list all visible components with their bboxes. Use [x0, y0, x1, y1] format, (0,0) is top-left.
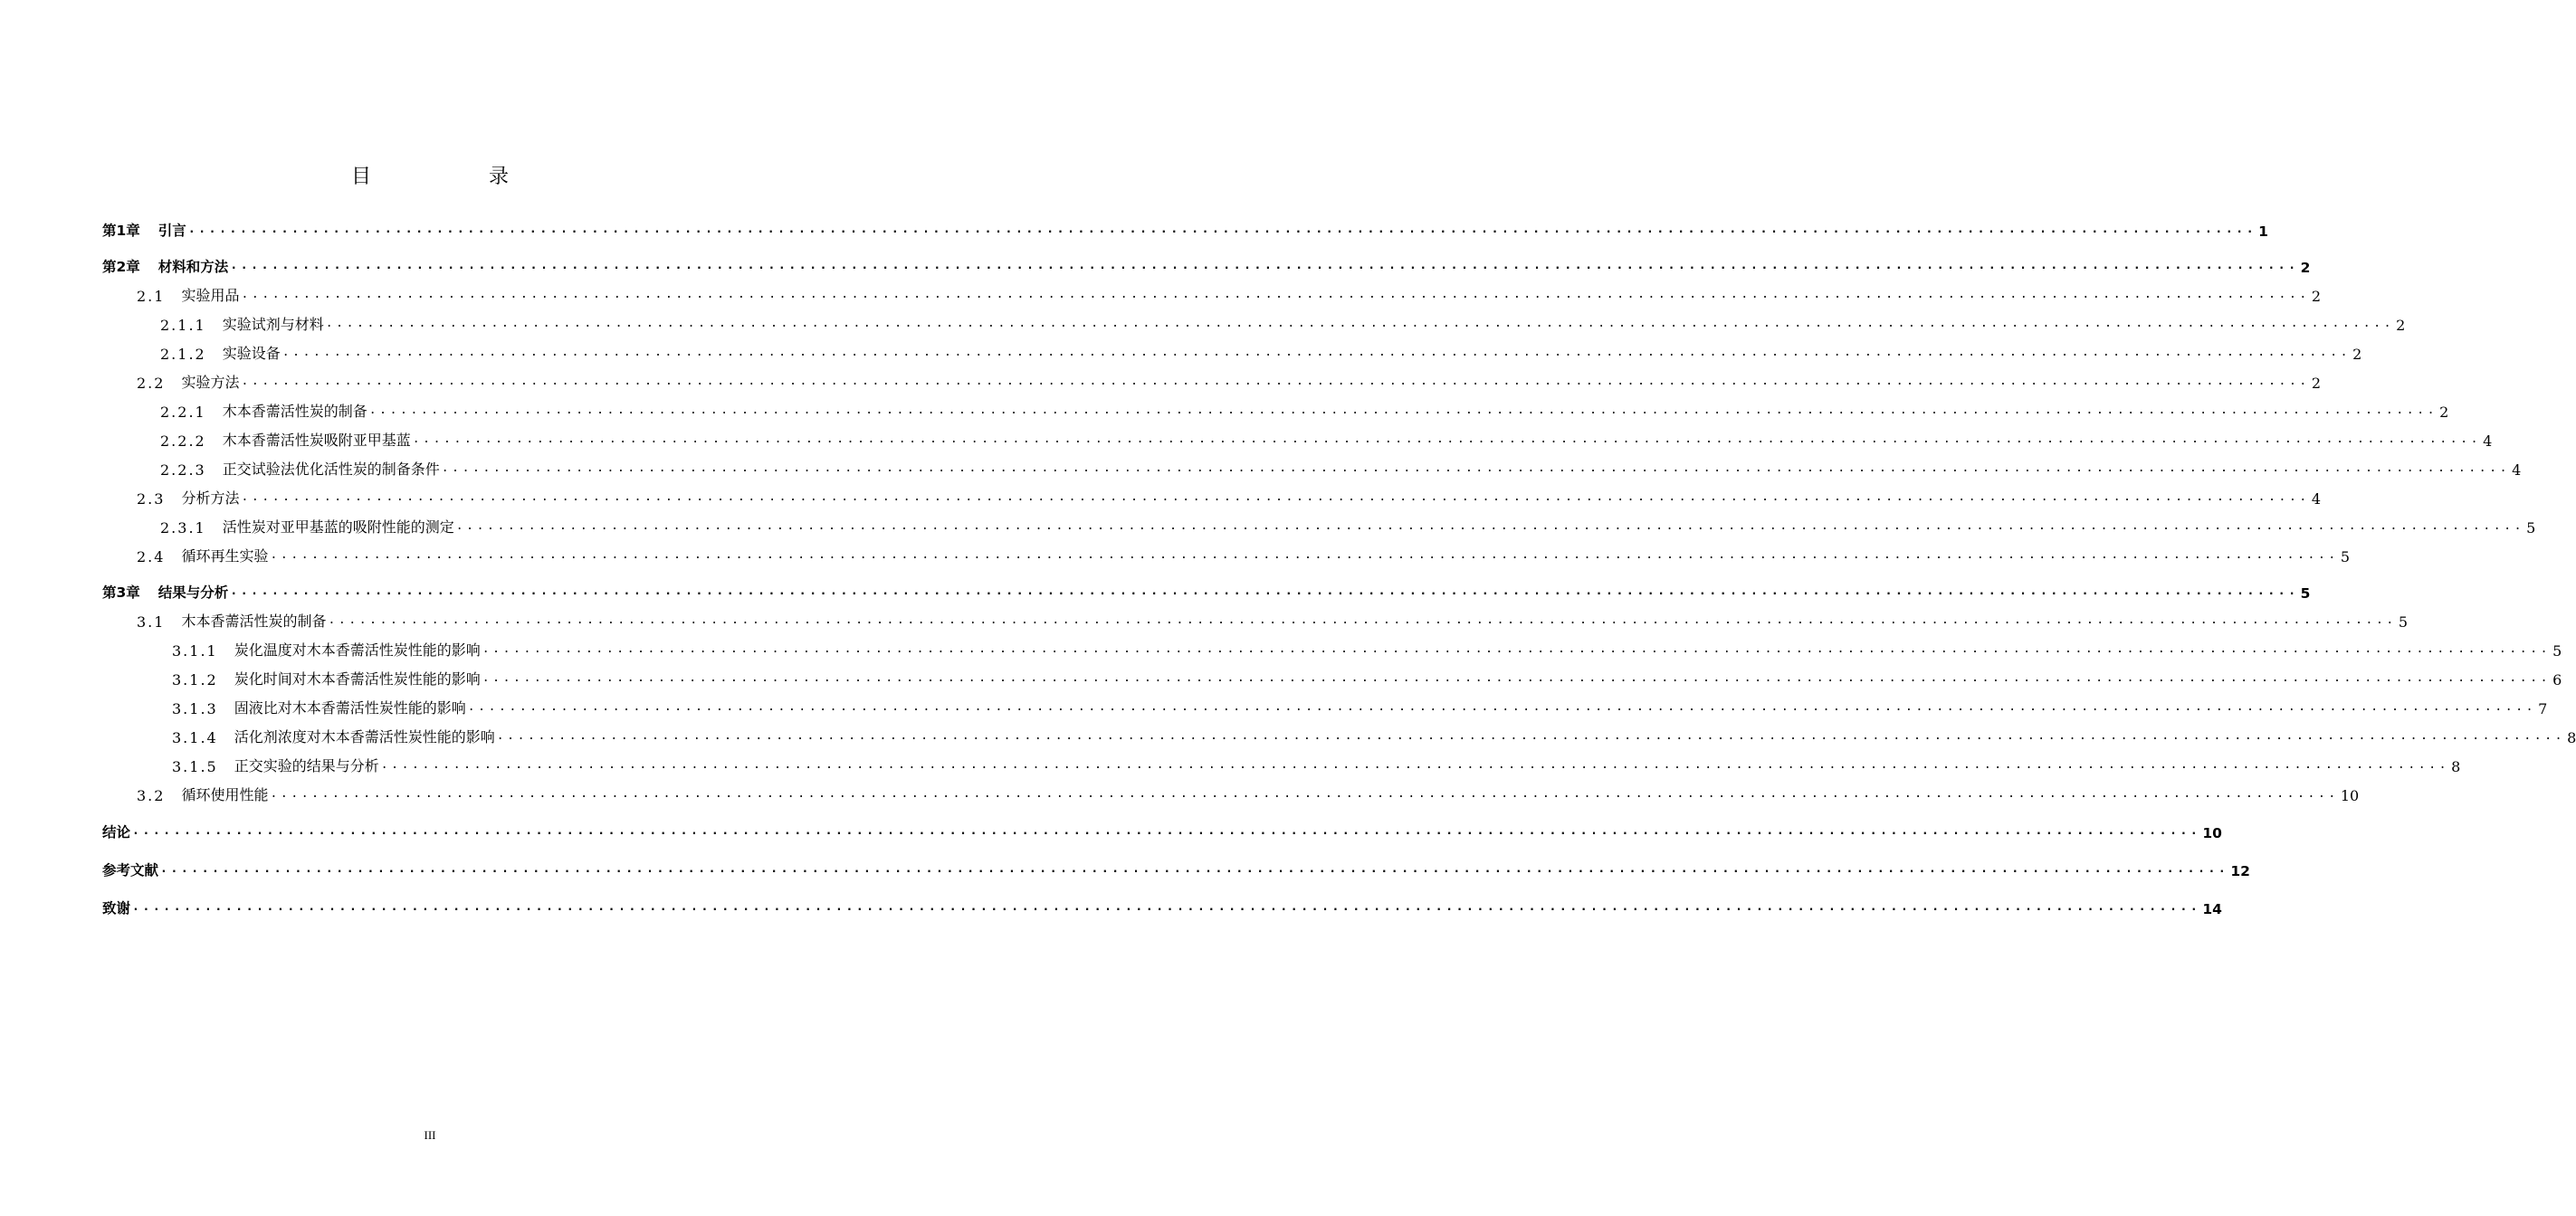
- toc-leader-dots: ........................................................................................................................................................................................................: [270, 548, 2339, 562]
- toc-entry-title: 活化剂浓度对木本香薷活性炭性能的影响: [234, 728, 495, 746]
- toc-entry-title: 实验试剂与材料: [222, 316, 324, 333]
- toc-leader-dots: ........................................................................................................................................................................................................: [187, 223, 2257, 236]
- toc-entry-title: 炭化温度对木本香薷活性炭性能的影响: [234, 641, 481, 659]
- toc-entry-page: 5: [2552, 642, 2562, 660]
- toc-entry-title: 正交实验的结果与分析: [234, 757, 379, 774]
- toc-leader-dots: ........................................................................................................................................................................................................: [328, 613, 2397, 627]
- toc-entry-title: 活性炭对亚甲基蓝的吸附性能的测定: [222, 518, 454, 536]
- toc-leader-dots: ........................................................................................................................................................................................................: [482, 671, 2552, 685]
- toc-entry-title: 木本香薷活性炭的制备: [222, 403, 367, 420]
- toc-entry[interactable]: [102, 896, 2222, 917]
- toc-entry-number: 3.1.4: [172, 729, 218, 746]
- toc-entry-page: 5: [2340, 548, 2350, 565]
- toc-entry-page: 2: [2311, 288, 2321, 305]
- toc-leader-dots: ........................................................................................................................................................................................................: [132, 824, 2201, 838]
- toc-entry-page: 12: [2230, 863, 2250, 879]
- toc-entry-number: 3.2: [137, 787, 166, 804]
- toc-entry[interactable]: [172, 725, 2576, 746]
- toc-entry-page: 1: [2258, 223, 2268, 240]
- toc-entry[interactable]: [102, 858, 2250, 879]
- toc-entry[interactable]: [172, 754, 2461, 775]
- toc-entry-title: 参考文献: [102, 862, 159, 879]
- toc-entry-title: 致谢: [102, 900, 131, 917]
- toc-leader-dots: ........................................................................................................................................................................................................: [241, 375, 2310, 388]
- toc-entry-number: 2.1: [137, 288, 166, 305]
- toc-entry-page: 4: [2483, 432, 2493, 450]
- toc-entry[interactable]: [137, 609, 2408, 631]
- toc-entry-title: 固液比对木本香薷活性炭性能的影响: [234, 699, 466, 717]
- toc-entry-title: 结果与分析: [157, 584, 229, 601]
- toc-entry-title: 循环再生实验: [181, 547, 269, 565]
- toc-entry[interactable]: [137, 370, 2321, 392]
- toc-entry-page: 4: [2311, 490, 2321, 508]
- toc-leader-dots: ........................................................................................................................................................................................................: [132, 900, 2201, 914]
- toc-entry[interactable]: [160, 399, 2449, 421]
- toc-entry-page: 14: [2202, 901, 2222, 917]
- toc-leader-dots: ........................................................................................................................................................................................................: [380, 758, 2450, 772]
- toc-entry-number: 2.1.1: [160, 317, 206, 334]
- toc-leader-dots: ........................................................................................................................................................................................................: [230, 259, 2299, 272]
- toc-entry-number: 2.4: [137, 548, 166, 565]
- toc-entry[interactable]: [172, 638, 2562, 660]
- toc-leader-dots: ........................................................................................................................................................................................................: [270, 787, 2339, 801]
- toc-entry[interactable]: [102, 254, 2311, 276]
- toc-entry-number: 2.2.2: [160, 432, 206, 450]
- toc-entry-number: 2.3: [137, 490, 166, 508]
- toc-entry-page: 2: [2396, 317, 2406, 334]
- toc-leader-dots: ........................................................................................................................................................................................................: [230, 584, 2299, 598]
- toc-entry-title: 正交试验法优化活性炭的制备条件: [222, 461, 440, 478]
- toc-leader-dots: ........................................................................................................................................................................................................: [241, 490, 2310, 504]
- toc-entry-number: 2.2.3: [160, 461, 206, 479]
- toc-entry-page: 5: [2398, 613, 2408, 631]
- toc-entry-page: 10: [2202, 825, 2222, 841]
- toc-leader-dots: ........................................................................................................................................................................................................: [496, 729, 2566, 743]
- toc-entry-title: 引言: [157, 223, 186, 239]
- toc-entry[interactable]: [160, 457, 2522, 479]
- toc-entry[interactable]: [160, 428, 2493, 450]
- toc-entry-number: 3.1.3: [172, 700, 218, 717]
- toc-entry-number: 2.3.1: [160, 519, 206, 537]
- toc-entry-number: 2.2: [137, 375, 166, 392]
- toc-entry-title: 材料和方法: [157, 259, 229, 275]
- toc-entry[interactable]: [160, 341, 2362, 363]
- toc-entry-title: 结论: [102, 824, 131, 841]
- toc-entry-page: 5: [2526, 519, 2536, 537]
- toc-entry-number: 3.1: [137, 613, 166, 631]
- toc-entry[interactable]: [160, 515, 2536, 537]
- toc-entry-title: 实验方法: [181, 374, 240, 391]
- toc-entry-number: 2.2.1: [160, 404, 206, 421]
- toc-entry-number: 3.1.1: [172, 642, 218, 660]
- toc-entry-page: 8: [2451, 758, 2461, 775]
- toc-leader-dots: ........................................................................................................................................................................................................: [441, 461, 2511, 475]
- toc-entry[interactable]: [160, 312, 2406, 334]
- toc-entry-page: 5: [2300, 585, 2311, 602]
- toc-entry[interactable]: [172, 667, 2562, 689]
- toc-entry-number: 3.1.2: [172, 671, 218, 689]
- toc-entry[interactable]: [102, 820, 2222, 841]
- toc-entry-page: 8: [2567, 729, 2576, 746]
- toc-entry[interactable]: [137, 486, 2321, 508]
- toc-leader-dots: ........................................................................................................................................................................................................: [482, 642, 2552, 656]
- toc-entry-number: 第1章: [102, 223, 140, 239]
- toc-entry-page: 10: [2340, 787, 2360, 804]
- toc-leader-dots: ........................................................................................................................................................................................................: [455, 519, 2525, 533]
- toc-leader-dots: ........................................................................................................................................................................................................: [412, 432, 2482, 446]
- toc-entry-title: 循环使用性能: [181, 786, 269, 803]
- toc-entry-number: 第3章: [102, 584, 140, 601]
- toc-leader-dots: ........................................................................................................................................................................................................: [241, 288, 2310, 301]
- toc-leader-dots: ........................................................................................................................................................................................................: [281, 346, 2352, 359]
- toc-entry[interactable]: [102, 218, 2268, 240]
- toc-leader-dots: ........................................................................................................................................................................................................: [368, 404, 2438, 417]
- toc-entry[interactable]: [102, 580, 2311, 602]
- toc-leader-dots: ........................................................................................................................................................................................................: [467, 700, 2537, 714]
- toc-entry[interactable]: [137, 283, 2321, 305]
- toc-entry[interactable]: [137, 544, 2350, 565]
- toc-entry-title: 分析方法: [181, 489, 240, 507]
- page-number: III: [424, 1128, 436, 1142]
- toc-entry-number: 3.1.5: [172, 758, 218, 775]
- toc-entry-page: 2: [2311, 375, 2321, 392]
- toc-entry-page: 4: [2512, 461, 2522, 479]
- toc-entry-page: 2: [2352, 346, 2362, 363]
- toc-entry-page: 2: [2300, 260, 2311, 276]
- toc-leader-dots: ........................................................................................................................................................................................................: [160, 862, 2229, 876]
- toc-entry-page: 7: [2538, 700, 2548, 717]
- toc-entry-title: 炭化时间对木本香薷活性炭性能的影响: [234, 670, 481, 688]
- toc-entry[interactable]: [172, 696, 2548, 717]
- toc-leader-dots: ........................................................................................................................................................................................................: [325, 317, 2395, 330]
- toc-entry-title: 实验用品: [181, 287, 240, 304]
- toc-entry[interactable]: [137, 783, 2360, 804]
- toc-entry-number: 2.1.2: [160, 346, 206, 363]
- toc-entry-title: 实验设备: [222, 345, 281, 362]
- toc-entry-page: 2: [2439, 404, 2449, 421]
- page-title: 目 录: [350, 166, 558, 188]
- toc-entry-page: 6: [2552, 671, 2562, 689]
- toc-entry-number: 第2章: [102, 259, 140, 275]
- toc-entry-title: 木本香薷活性炭的制备: [181, 613, 327, 630]
- toc-entry-title: 木本香薷活性炭吸附亚甲基蓝: [222, 432, 411, 449]
